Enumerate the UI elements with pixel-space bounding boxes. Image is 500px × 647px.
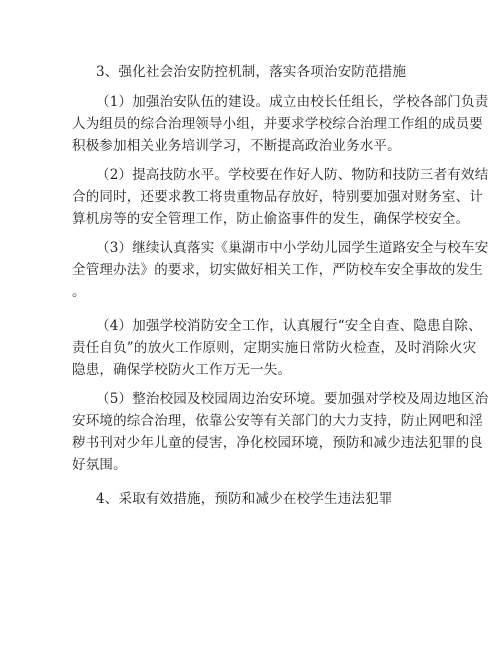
paragraph-1-line-3: 积极参加相关业务培训学习，不断提高政治业务水平。 — [72, 138, 401, 154]
paragraph-1-line-1: （1）加强治安队伍的建设。成立由校长任组长，学校各部门负责 — [96, 94, 489, 110]
paragraph-4-line-2: 责任自负”的放火工作原则，定期实施日常防火检查，及时消除火灾 — [72, 340, 477, 356]
paragraph-5-line-3: 秽书刊对少年儿童的侵害，净化校园环境，预防和减少违法犯罪的良 — [72, 435, 483, 451]
section-4-heading: 4、采取有效措施，预防和减少在校学生违法犯罪 — [96, 491, 393, 507]
section-3-heading: 3、强化社会治安防控机制，落实各项治安防范措施 — [96, 64, 407, 80]
paragraph-5-line-1: （5）整治校园及校园周边治安环境。要加强对学校及周边地区治 — [96, 391, 489, 407]
paragraph-3-line-3: 。 — [72, 284, 86, 300]
paragraph-2-line-2: 合的同时，还要求教工将贵重物品存放好，特别要加强对财务室、计 — [72, 189, 483, 205]
paragraph-2-line-3: 算机房等的安全管理工作，防止偷盗事件的发生，确保学校安全。 — [72, 211, 470, 227]
paragraph-1-line-2: 人为组员的综合治理领导小组，并要求学校综合治理工作组的成员要 — [72, 116, 483, 132]
paragraph-3-line-2: 全管理办法》的要求，切实做好相关工作，严防校车安全事故的发生 — [72, 262, 483, 278]
paragraph-2-line-1: （2）提高技防水平。学校要在作好人防、物防和技防三者有效结 — [96, 167, 489, 183]
paragraph-3-line-1: （3）继续认真落实《巢湖市中小学幼儿园学生道路安全与校车安 — [96, 240, 489, 256]
paragraph-5-line-2: 安环境的综合治理，依靠公安等有关部门的大力支持，防止网吧和淫 — [72, 413, 483, 429]
paragraph-4-line-3: 隐患，确保学校防火工作万无一失。 — [72, 362, 292, 378]
paragraph-5-line-4: 好氛围。 — [72, 457, 127, 473]
paragraph-4-line-1: （4）加强学校消防安全工作，认真履行“安全自查、隐患自除、 — [96, 318, 482, 334]
